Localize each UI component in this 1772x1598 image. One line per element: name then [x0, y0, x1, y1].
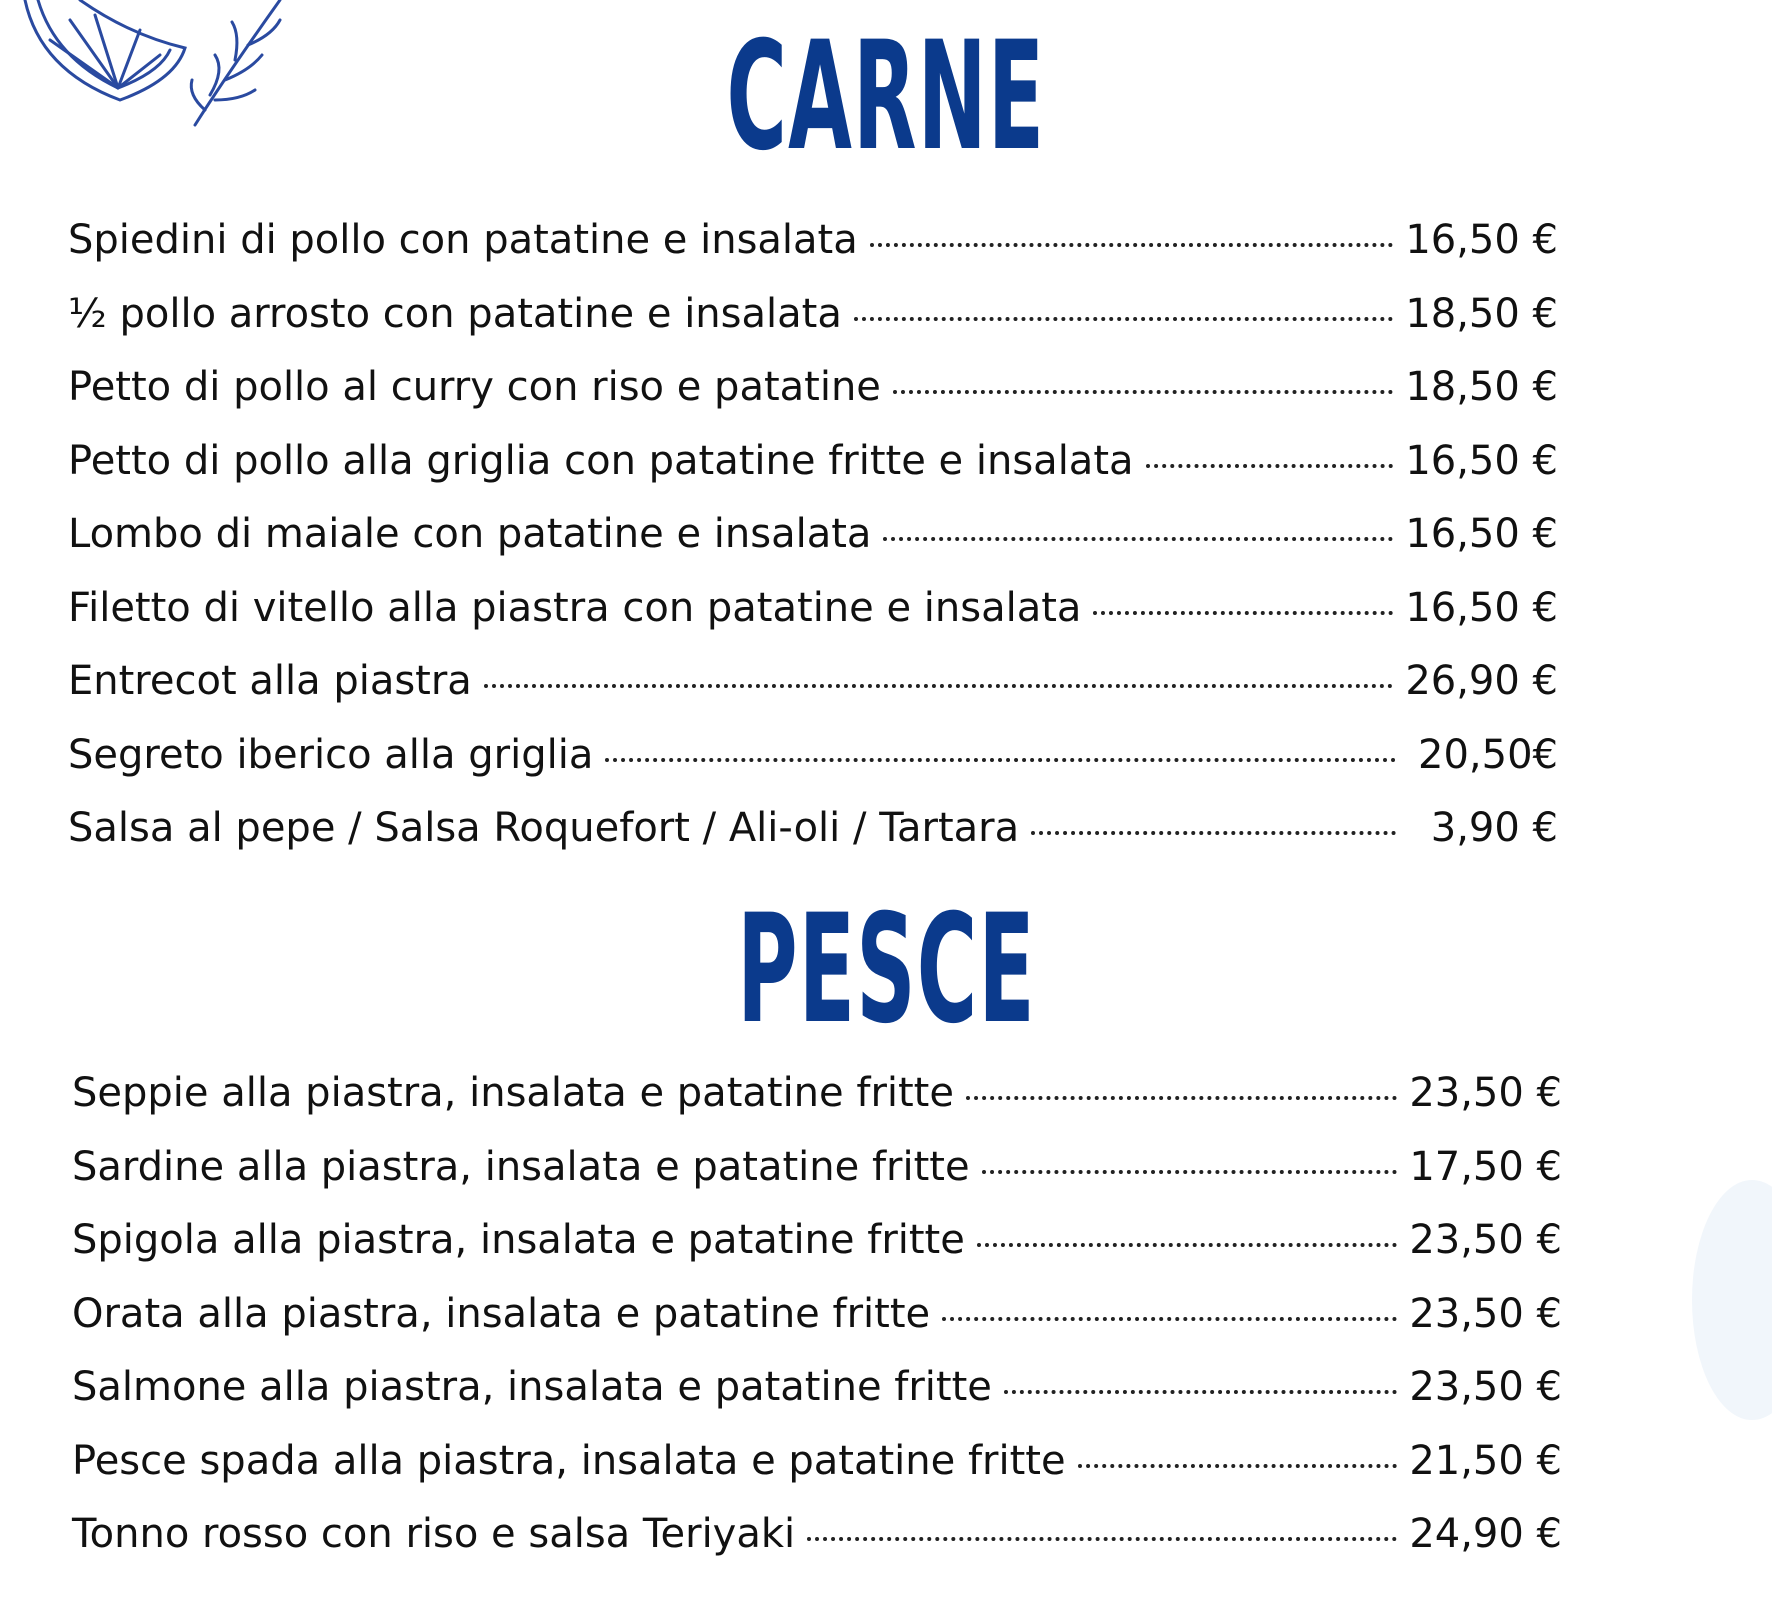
menu-item — [72, 1137, 1562, 1211]
item-name: Petto di pollo alla griglia con patatine fritte e insalata — [68, 437, 1134, 484]
item-name: Pesce spada alla piastra, insalata e patatine fritte — [72, 1437, 1066, 1484]
menu-item — [68, 651, 1558, 725]
item-name: Orata alla piastra, insalata e patatine fritte — [72, 1290, 931, 1337]
dot-leader — [854, 317, 1393, 321]
item-name: Filetto di vitello alla piastra con patatine e insalata — [68, 584, 1082, 631]
carne-menu-list — [68, 210, 1558, 872]
menu-item — [68, 504, 1558, 578]
menu-item — [72, 1063, 1562, 1137]
dot-leader — [977, 1243, 1397, 1247]
menu-item — [68, 725, 1558, 799]
dot-leader — [942, 1317, 1397, 1321]
item-price: 17,50 € — [1409, 1143, 1562, 1190]
item-price: 18,50 € — [1405, 290, 1558, 337]
menu-item — [68, 357, 1558, 431]
item-price: 26,90 € — [1405, 658, 1558, 704]
item-price: 23,50 € — [1409, 1217, 1562, 1263]
dot-leader — [1004, 1390, 1397, 1394]
menu-item — [72, 1210, 1562, 1284]
menu-item — [68, 210, 1558, 284]
dot-leader — [1078, 1464, 1398, 1468]
dot-leader — [893, 390, 1393, 394]
item-name: Seppie alla piastra, insalata e patatine fritte — [72, 1070, 954, 1116]
section-title-pesce: PESCE — [736, 883, 1036, 1057]
dot-leader — [870, 243, 1394, 247]
item-name: Salsa al pepe / Salsa Roquefort / Ali-oli / Tartara — [68, 805, 1020, 851]
item-price: 3,90 € — [1430, 805, 1558, 851]
menu-item — [68, 798, 1558, 872]
item-price: 24,90 € — [1409, 1511, 1562, 1557]
menu-item — [68, 578, 1558, 652]
section-title-carne: CARNE — [726, 10, 1046, 184]
menu-item — [72, 1357, 1562, 1431]
item-price: 23,50 € — [1409, 1290, 1562, 1337]
dot-leader — [1146, 464, 1394, 468]
item-price: 16,50 € — [1405, 217, 1558, 263]
item-price: 23,50 € — [1409, 1070, 1562, 1116]
menu-item — [72, 1431, 1562, 1505]
dot-leader — [982, 1170, 1398, 1174]
item-name: Spigola alla piastra, insalata e patatine fritte — [72, 1217, 965, 1263]
dot-leader — [605, 758, 1396, 762]
dot-leader — [484, 684, 1394, 688]
item-price: 21,50 € — [1409, 1437, 1562, 1484]
item-name: Lombo di maiale con patatine e insalata — [68, 511, 872, 557]
dot-leader — [1031, 831, 1396, 835]
item-name: Sardine alla piastra, insalata e patatine fritte — [72, 1143, 970, 1190]
item-name: ½ pollo arrosto con patatine e insalata — [68, 290, 842, 337]
item-price: 23,50 € — [1409, 1364, 1562, 1410]
dot-leader — [883, 537, 1393, 541]
item-price: 16,50 € — [1405, 584, 1558, 631]
item-price: 18,50 € — [1405, 364, 1558, 410]
menu-item — [72, 1504, 1562, 1578]
menu-item — [68, 431, 1558, 505]
item-name: Spiedini di pollo con patatine e insalata — [68, 217, 858, 263]
item-name: Salmone alla piastra, insalata e patatine fritte — [72, 1364, 992, 1410]
item-name: Entrecot alla piastra — [68, 658, 472, 704]
pesce-menu-list — [72, 1063, 1562, 1578]
item-name: Petto di pollo al curry con riso e patatine — [68, 364, 881, 410]
menu-item — [72, 1284, 1562, 1358]
dot-leader — [807, 1537, 1397, 1541]
item-price: 16,50 € — [1405, 511, 1558, 557]
item-price: 20,50€ — [1418, 731, 1558, 778]
item-price: 16,50 € — [1405, 437, 1558, 484]
item-name: Tonno rosso con riso e salsa Teriyaki — [72, 1511, 796, 1557]
item-name: Segreto iberico alla griglia — [68, 731, 594, 778]
dot-leader — [966, 1096, 1397, 1100]
dot-leader — [1093, 611, 1393, 615]
menu-item — [68, 284, 1558, 358]
background-watermark — [1692, 1180, 1772, 1420]
